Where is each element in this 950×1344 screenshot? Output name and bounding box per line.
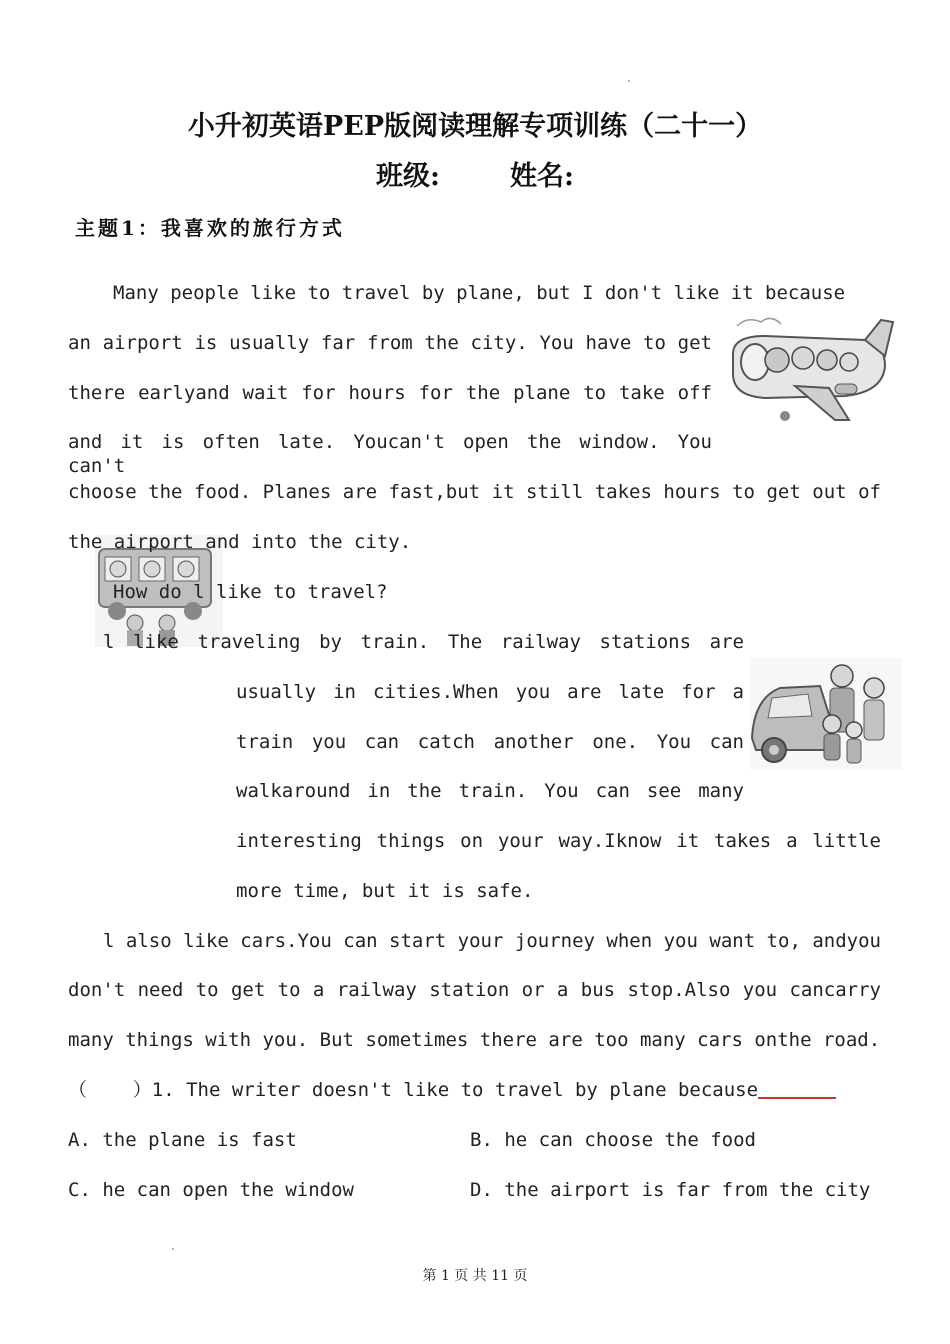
- car-family-picture: [750, 658, 902, 770]
- passage-line: interesting things on your way.Iknow it takes a little: [236, 830, 881, 852]
- option-c[interactable]: C. he can open the window: [68, 1179, 354, 1201]
- passage-line: there earlyand wait for hours for the plane to take off: [68, 382, 712, 404]
- page-title: 小升初英语PEP版阅读理解专项训练（二十一）: [187, 111, 763, 142]
- passage-line: don't need to get to a railway station or a bus stop.Also you cancarry: [68, 979, 881, 1001]
- passage-line: usually in cities.When you are late for a: [236, 681, 744, 703]
- answer-blank[interactable]: [758, 1079, 836, 1099]
- passage-line: an airport is usually far from the city. You have to get: [68, 332, 712, 354]
- passage-line: l also like cars.You can start your journey when you want to, andyou: [103, 930, 881, 952]
- airplane-family-picture: [725, 316, 897, 426]
- option-b[interactable]: B. he can choose the food: [470, 1129, 756, 1151]
- passage-line: and it is often late. Youcan't open the window. You can't: [68, 431, 712, 477]
- passage-line: choose the food. Planes are fast,but it still takes hours to get out of: [68, 481, 881, 503]
- question-stem: （ ）1. The writer doesn't like to travel by plane because: [68, 1079, 759, 1101]
- passage-line: train you can catch another one. You can: [236, 731, 744, 753]
- passage-line: l like traveling by train. The railway stations are: [103, 631, 744, 653]
- question-1: [68, 1078, 836, 1102]
- class-label: 班级:: [376, 161, 440, 192]
- passage-line: Many people like to travel by plane, but I don't like it because: [113, 282, 846, 304]
- topic-heading: 主题1：我喜欢的旅行方式: [75, 216, 345, 240]
- option-a[interactable]: A. the plane is fast: [68, 1129, 297, 1151]
- passage-line: walkaround in the train. You can see many: [236, 780, 744, 802]
- student-info: [0, 154, 950, 193]
- passage-line: more time, but it is safe.: [236, 880, 534, 902]
- page-footer: 第 1 页 共 11 页: [422, 1268, 528, 1284]
- passage-line: the airport and into the city.: [68, 531, 412, 553]
- option-d[interactable]: D. the airport is far from the city: [470, 1179, 871, 1201]
- passage-line: many things with you. But sometimes there are too many cars onthe road.: [68, 1029, 881, 1051]
- name-label: 姓名:: [510, 161, 574, 192]
- passage-question: How do l like to travel?: [113, 581, 388, 603]
